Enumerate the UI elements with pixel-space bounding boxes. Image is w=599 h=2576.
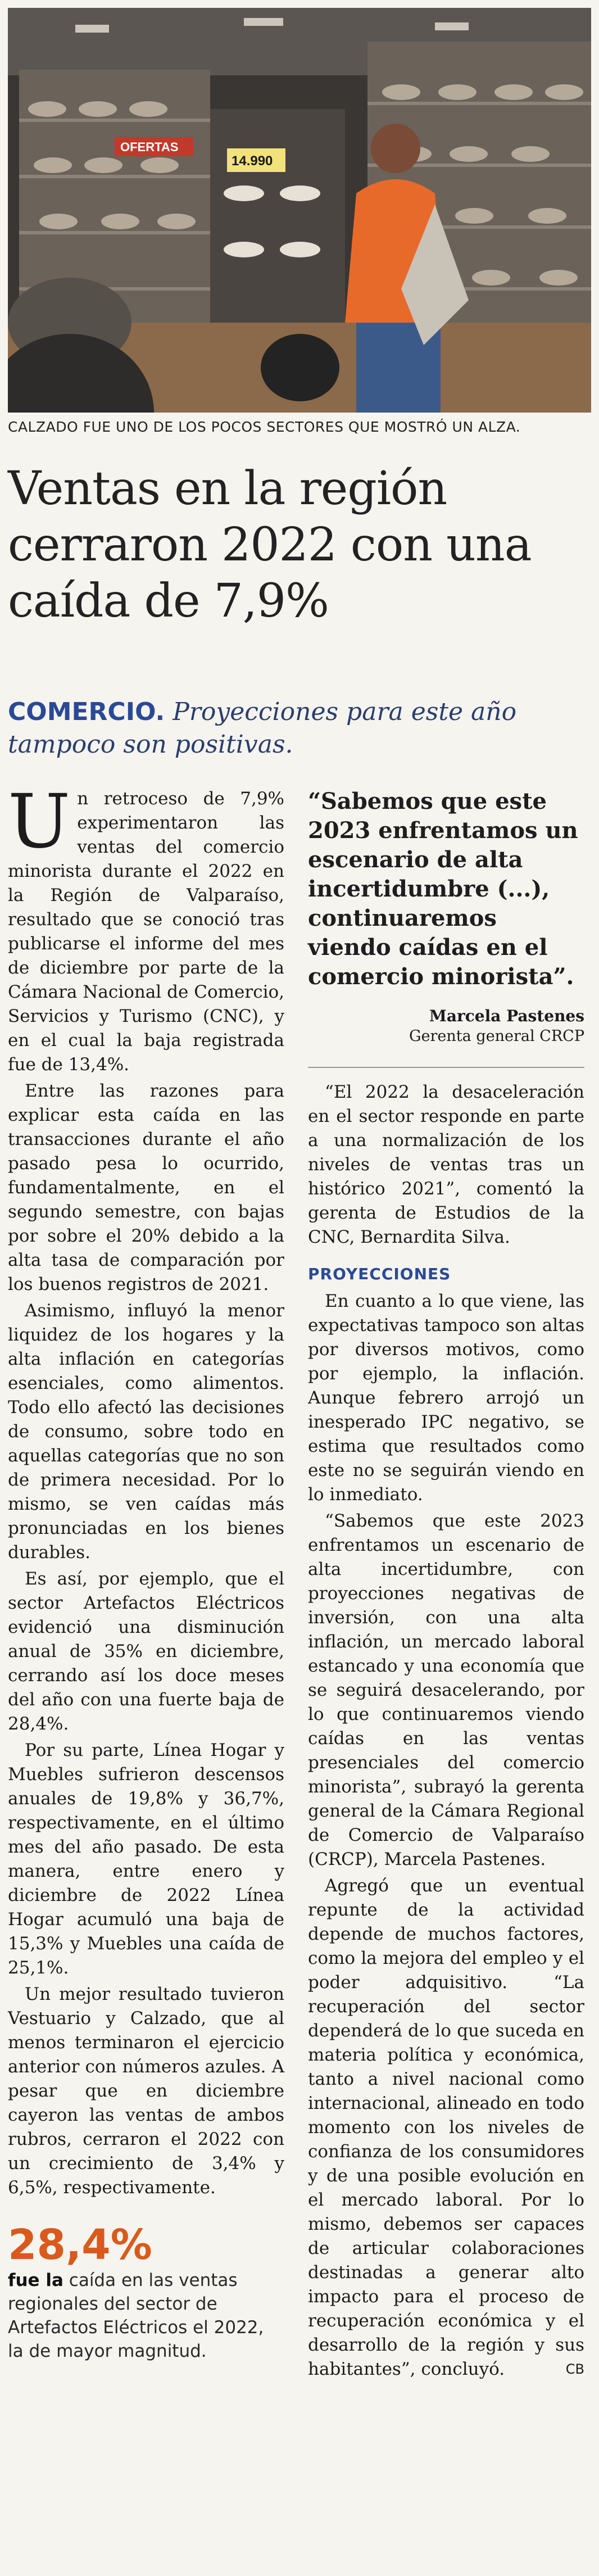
quote-author: Marcela Pastenes [429,1007,584,1025]
offer-sign: OFERTAS [120,140,179,154]
paragraph-r4-text: Agregó que un eventual repunte de la actividad depende de muchos factores, como la mejora del empleo y el poder adquisitivo. “La recuperación del sector dependerá de lo que suceda en materia política y económica, tanto a nivel nacional como internacional, alineado en todo momento con los niveles de confianza de los consumidores y de una posible evolución en el mercado laboral. Por lo mismo, debemos ser capaces de articular colaboraciones destinadas a generar alto impacto para el proceso de recuperación económica y el desarrollo de la región y sus habitantes”, concluyó. [308,1876,584,2379]
end-mark: CB [565,2361,584,2377]
stat-text [8,2269,284,2363]
shoe-store-illustration [8,8,591,413]
deck [8,696,592,761]
left-column [8,778,284,2363]
paragraph-5: Por su parte, Línea Hogar y Muebles sufrieron descensos anuales de 19,8% y 36,7%, respectivamente, en el último mes del año pasado. De esta manera, entre enero y diciembre de 2022 Línea Hogar acumuló una baja de 15,3% y Muebles una caída de 25,1%. [8,1740,284,1978]
paragraph-r2: En cuanto a lo que viene, las expectativas tampoco son altas por diversos motivos, como por ejemplo, la inflación. Aunque febrero arrojó un inesperado IPC negativo, se estima que resultados como este no se seguirán viendo en lo inmediato. [308,1291,584,1505]
stat-number: 28,4% [8,2221,152,2269]
headline: Ventas en la región cerraron 2022 con una caída de 7,9% [8,462,532,628]
quote-author-role: Gerenta general CRCP [409,1027,584,1045]
right-column [308,787,584,2384]
stat-description: caída en las ventas regionales del sector de Artefactos Eléctricos el 2022, la de mayor magnitud. [8,2270,264,2361]
article-photo [8,8,591,413]
paragraph-r1: “El 2022 la desaceleración en el sector responde en parte a una normalización de los niveles de ventas tras un histórico 2021”, comentó la gerenta de Estudios de la CNC, Bernardita Silva. [308,1082,584,1247]
drop-cap: U [8,778,71,865]
pull-quote: “Sabemos que este 2023 enfrentamos un escenario de alta incertidumbre (...), continuaremos viendo caídas en el comercio minorista”. [308,788,578,990]
price-tag: 14.990 [232,153,273,169]
paragraph-1-text: n retroceso de 7,9% experimentaron las ventas del comercio minorista durante el 2022 en la Región de Valparaíso, resultado que se conoció tras publicarse el informe del mes de diciembre por parte de la Cámara Nacional de Comercio, Servicios y Turismo (CNC), y en el cual la baja registrada fue de 13,4%. [8,789,284,1075]
stat-lead: fue la [8,2270,63,2290]
photo-caption: CALZADO FUE UNO DE LOS POCOS SECTORES QUE MOSTRÓ UN ALZA. [8,419,521,435]
paragraph-4: Es así, por ejemplo, que el sector Artefactos Eléctricos evidenció una disminución anual de 35% en diciembre, cerrando así los doce meses del año con una fuerte baja de 28,4%. [8,1569,284,1734]
paragraph-r3: “Sabemos que este 2023 enfrentamos un escenario de alta incertidumbre, con proyecciones negativas de inversión, con una alta inflación, un mercado laboral estancado y una economía que se seguirá desacelerando, por lo que continuaremos viendo caídas en las ventas presenciales del comercio minorista”, subrayó la gerenta general de la Cámara Regional de Comercio de Valparaíso (CRCP), Marcela Pastenes. [308,1511,584,1869]
paragraph-3: Asimismo, influyó la menor liquidez de los hogares y la alta inflación en categorías esenciales, como alimentos. Todo ello afectó las decisiones de consumo, sobre todo en aquellas categorías que no son de primera necesidad. Por lo mismo, se ven caídas más pronunciadas en los bienes durables. [8,1301,284,1563]
deck-text: Proyecciones para este año tampoco son positivas. [8,698,517,759]
paragraph-1 [8,778,284,1077]
paragraph-6: Un mejor resultado tuvieron Vestuario y Calzado, que al menos terminaron el ejercicio anterior con números azules. A pesar que en diciembre cayeron las ventas de ambos rubros, cerraron el 2022 con un crecimiento de 3,4% y 6,5%, respectivamente. [8,1984,284,2198]
section-kicker: COMERCIO. [8,698,165,726]
subhead-proyecciones: PROYECCIONES [308,1265,451,1283]
paragraph-2: Entre las razones para explicar esta caída en las transacciones durante el año pasado pesa lo ocurrido, fundamentalmente, en el segundo semestre, con bajas por sobre el 20% debido a la alta tasa de comparación por los buenos registros de 2021. [8,1081,284,1294]
divider [308,1067,584,1068]
paragraph-r4 [308,1874,584,2382]
